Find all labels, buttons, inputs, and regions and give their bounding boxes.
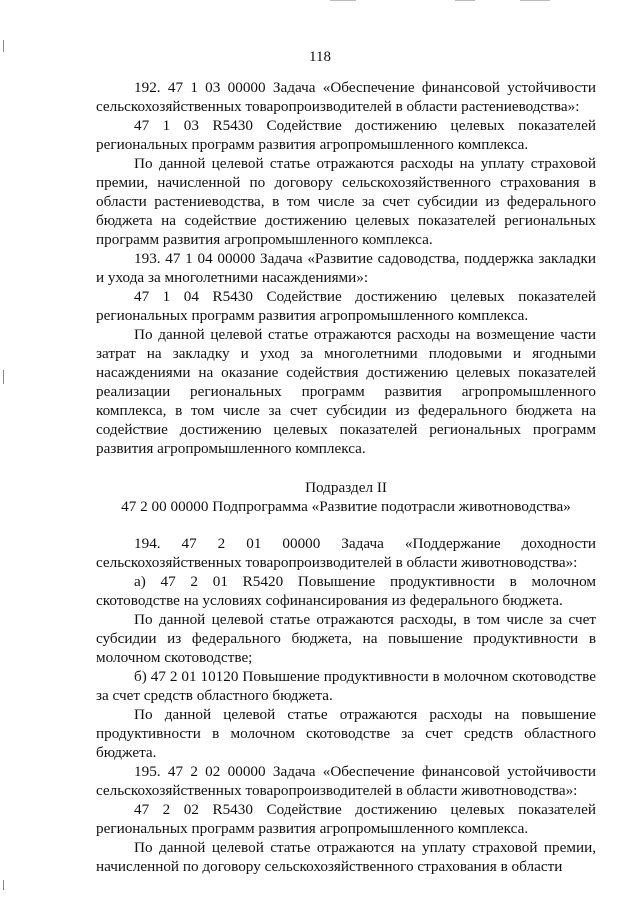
paragraph: 194. 47 2 01 00000 Задача «Поддержание доходности сельскохозяйственных товаропроизводителей в области животноводства»: bbox=[96, 535, 596, 571]
paragraph: 47 1 04 R5430 Содействие достижению целевых показателей региональных программ развития агропромышленного комплекса. bbox=[96, 288, 596, 324]
scan-artifact bbox=[330, 0, 356, 1]
paragraph: 47 2 02 R5430 Содействие достижению целевых показателей региональных программ развития агропромышленного комплекса. bbox=[96, 801, 596, 837]
paragraph: 192. 47 1 03 00000 Задача «Обеспечение финансовой устойчивости сельскохозяйственных товаропроизводителей в области растениеводства»: bbox=[96, 79, 596, 115]
paragraph: а) 47 2 01 R5420 Повышение продуктивности в молочном скотоводстве на условиях софинансирования из федерального бюджета. bbox=[96, 573, 596, 609]
paragraph: 47 1 03 R5430 Содействие достижению целевых показателей региональных программ развития агропромышленного комплекса. bbox=[96, 117, 596, 153]
paragraph: 195. 47 2 02 00000 Задача «Обеспечение финансовой устойчивости сельскохозяйственных товаропроизводителей в области животноводства»: bbox=[96, 763, 596, 799]
scan-artifact bbox=[455, 0, 475, 1]
page-number: 118 bbox=[309, 49, 331, 65]
paragraph: По данной целевой статье отражаются на уплату страховой премии, начисленной по договору сельскохозяйственного страхования в области bbox=[96, 839, 596, 875]
paragraph: 193. 47 1 04 00000 Задача «Развитие садоводства, поддержка закладки и ухода за многолетними насаждениями»: bbox=[96, 250, 596, 286]
scan-artifact bbox=[520, 0, 550, 1]
subprogram-title: 47 2 00 00000 Подпрограмма «Развитие подотрасли животноводства» bbox=[121, 498, 571, 515]
subsection-heading: Подраздел II bbox=[305, 479, 387, 496]
paragraph: б) 47 2 01 10120 Повышение продуктивности в молочном скотоводстве за счет средств областного бюджета. bbox=[96, 668, 596, 704]
paragraph: По данной целевой статье отражаются расходы на возмещение части затрат на закладку и уход за многолетними плодовыми и ягодными насаждениями на оказание содействия достижению целевых показателей реализации региональных программ развития агропромышленного комплекса, в том числе за счет субсидии из федерального бюджета на содействие достижению целевых показателей региональных программ развития агропромышленного комплекса. bbox=[96, 326, 596, 457]
paragraph: По данной целевой статье отражаются расходы на уплату страховой премии, начисленной по договору сельскохозяйственного страхования в области растениеводства, в том числе за счет субсидии из федерального бюджета на содействие достижению целевых показателей региональных программ развития агропромышленного комплекса. bbox=[96, 155, 596, 248]
document-body bbox=[96, 78, 596, 876]
paragraph: По данной целевой статье отражаются расходы на повышение продуктивности в молочном скотоводстве за счет средств областного бюджета. bbox=[96, 706, 596, 761]
paragraph: По данной целевой статье отражаются расходы, в том числе за счет субсидии из федерального бюджета, на повышение продуктивности в молочном скотоводстве; bbox=[96, 611, 596, 666]
scan-artifact bbox=[3, 370, 4, 384]
scan-artifact bbox=[3, 880, 4, 890]
